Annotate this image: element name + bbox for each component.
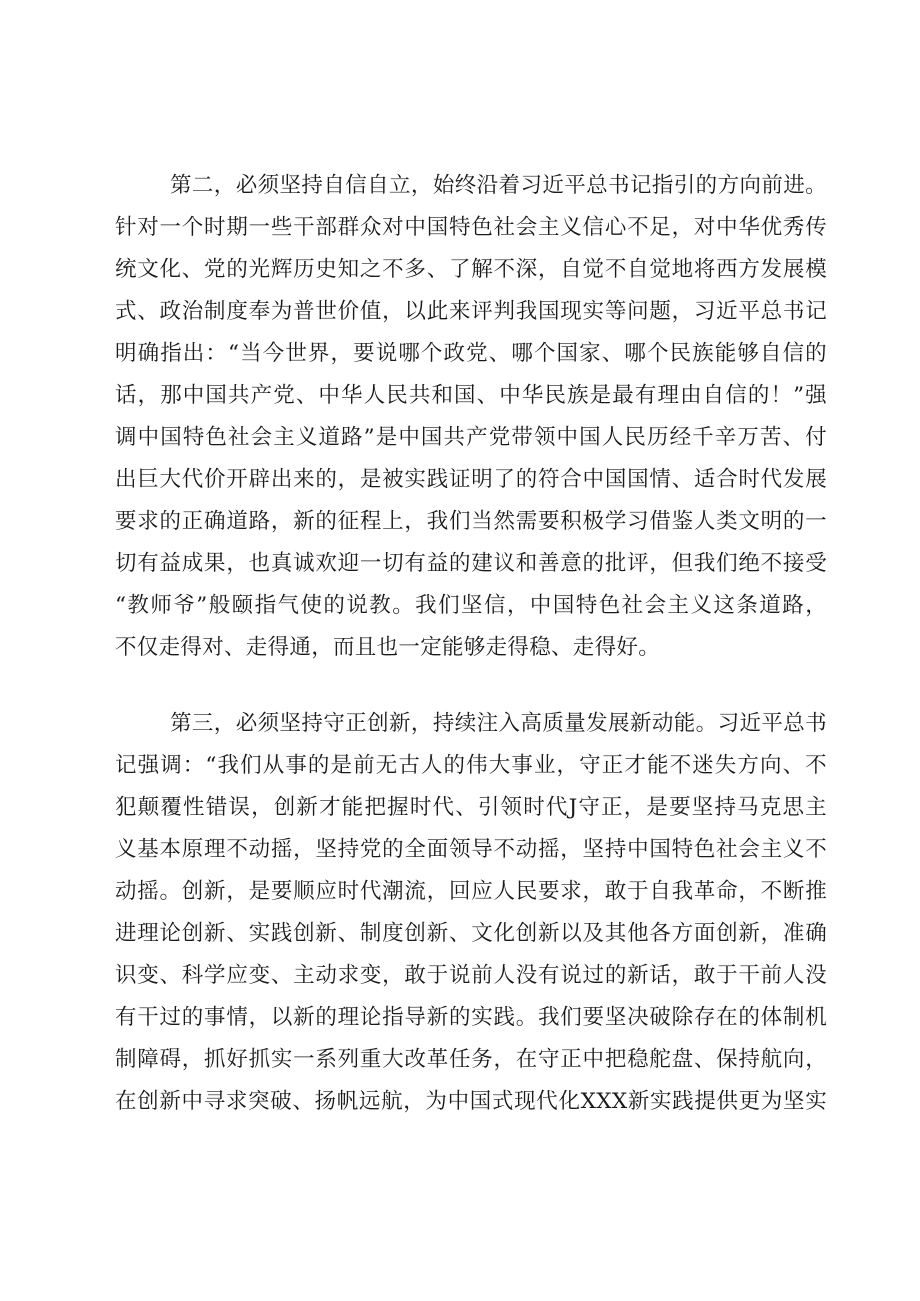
text-line: 记强调：“我们从事的是前无古人的伟大事业，守正才能不迷失方向、不 xyxy=(115,753,827,778)
text-line: “教师爷”般颐指气使的说教。我们坚信，中国特色社会主义这条道路， xyxy=(115,593,827,618)
text-line: 第三，必须坚持守正创新，持续注入高质量发展新动能。习近平总书 xyxy=(170,711,827,736)
text-line: 出巨大代价开辟出来的，是被实践证明了的符合中国国情、适合时代发展 xyxy=(115,467,827,492)
text-line: 要求的正确道路，新的征程上，我们当然需要积极学习借鉴人类文明的一 xyxy=(115,509,827,534)
text-line: 进理论创新、实践创新、制度创新、文化创新以及其他各方面创新，准确 xyxy=(115,921,827,946)
paragraph-second-point xyxy=(115,165,827,669)
paragraph-third-point xyxy=(115,703,827,1123)
text-line: 话，那中国共产党、中华人民共和国、中华民族是最有理由自信的！”强 xyxy=(115,383,827,408)
text-line: 动摇。创新，是要顺应时代潮流，回应人民要求，敢于自我革命，不断推 xyxy=(115,879,827,904)
text-line: 义基本原理不动摇，坚持党的全面领导不动摇，坚持中国特色社会主义不 xyxy=(115,837,827,862)
text-line: 切有益成果，也真诚欢迎一切有益的建议和善意的批评，但我们绝不接受 xyxy=(115,551,827,576)
text-line: 制障碍，抓好抓实一系列重大改革任务，在守正中把稳舵盘、保持航向， xyxy=(115,1047,827,1072)
text-line: 调中国特色社会主义道路”是中国共产党带领中国人民历经千辛万苦、付 xyxy=(115,425,827,450)
text-line: 统文化、党的光辉历史知之不多、了解不深，自觉不自觉地将西方发展模 xyxy=(115,257,827,282)
text-line: 式、政治制度奉为普世价值，以此来评判我国现实等问题，习近平总书记 xyxy=(115,299,827,324)
text-line: 犯颠覆性错误，创新才能把握时代、引领时代J守正，是要坚持马克思主 xyxy=(115,795,827,820)
text-line: 有干过的事情，以新的理论指导新的实践。我们要坚决破除存在的体制机 xyxy=(115,1005,827,1030)
text-line: 第二，必须坚持自信自立，始终沿着习近平总书记指引的方向前进。 xyxy=(170,173,827,198)
text-line: 明确指出：“当今世界，要说哪个政党、哪个国家、哪个民族能够自信的 xyxy=(115,341,827,366)
text-line: 针对一个时期一些干部群众对中国特色社会主义信心不足，对中华优秀传 xyxy=(115,215,827,240)
text-line: 识变、科学应变、主动求变，敢于说前人没有说过的新话，敢于干前人没 xyxy=(115,963,827,988)
text-line: 不仅走得对、走得通，而且也一定能够走得稳、走得好。 xyxy=(115,635,661,660)
text-line: 在创新中寻求突破、扬帆远航，为中国式现代化XXX新实践提供更为坚实 xyxy=(115,1089,827,1114)
